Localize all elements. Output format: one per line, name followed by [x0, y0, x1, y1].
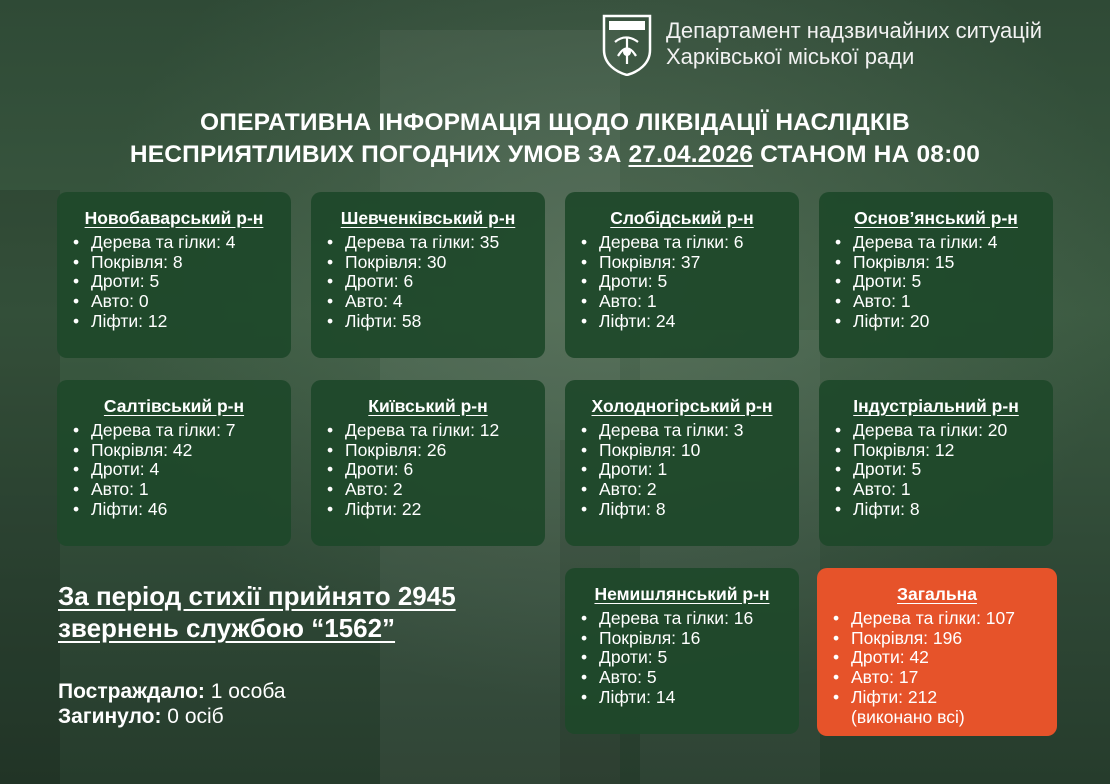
district-name: Шевченківський р-н — [340, 208, 516, 228]
district-card-kyivskyi — [311, 380, 545, 546]
injured-count — [58, 680, 286, 704]
stat-cars: • Авто: 1 — [835, 480, 1053, 500]
stat-trees: • Дерева та гілки: 4 — [835, 233, 1053, 253]
page-title — [0, 107, 1110, 171]
stat-cars: • Авто: 0 — [73, 292, 291, 312]
appeals-summary-line1: За період стихії прийнято 2945 — [58, 581, 456, 611]
report-date: 27.04.2026 — [628, 141, 754, 168]
stat-roofs: • Покрівля: 30 — [327, 253, 545, 273]
district-name: Індустріальний р-н — [853, 396, 1019, 416]
organization-name-line2: Харківської міської ради — [666, 44, 915, 69]
stat-cars: • Авто: 1 — [73, 480, 291, 500]
background-building-left — [0, 190, 60, 784]
stat-wires: • Дроти: 5 — [73, 272, 291, 292]
organization-name-line1: Департамент надзвичайних ситуацій — [666, 18, 1042, 43]
stat-roofs: • Покрівля: 26 — [327, 441, 545, 461]
district-stats — [819, 233, 1053, 332]
stat-wires: • Дроти: 5 — [835, 272, 1053, 292]
stat-trees: • Дерева та гілки: 35 — [327, 233, 545, 253]
stat-cars: • Авто: 1 — [835, 292, 1053, 312]
district-card-kholodnohirskyi — [565, 380, 799, 546]
killed-count — [58, 705, 224, 729]
stat-lifts: • Ліфти: 12 — [73, 312, 291, 332]
stat-cars: • Авто: 17 — [833, 668, 1057, 688]
stat-cars: • Авто: 1 — [581, 292, 799, 312]
total-card — [817, 568, 1057, 736]
stat-wires: • Дроти: 5 — [581, 272, 799, 292]
district-stats — [565, 421, 799, 520]
total-stats — [817, 609, 1057, 708]
stat-trees: • Дерева та гілки: 16 — [581, 609, 799, 629]
stat-trees: • Дерева та гілки: 107 — [833, 609, 1057, 629]
district-name: Основ’янський р-н — [854, 208, 1018, 228]
district-stats — [311, 421, 545, 520]
stat-roofs: • Покрівля: 15 — [835, 253, 1053, 273]
district-stats — [311, 233, 545, 332]
stat-cars: • Авто: 2 — [581, 480, 799, 500]
injured-value: 1 особа — [204, 680, 286, 703]
stat-wires: • Дроти: 1 — [581, 460, 799, 480]
district-card-novobavarskyi — [57, 192, 291, 358]
stat-wires: • Дроти: 4 — [73, 460, 291, 480]
stat-lifts: • Ліфти: 58 — [327, 312, 545, 332]
stat-cars: • Авто: 2 — [327, 480, 545, 500]
stat-roofs: • Покрівля: 10 — [581, 441, 799, 461]
appeals-summary — [58, 580, 456, 644]
stat-roofs: • Покрівля: 196 — [833, 629, 1057, 649]
district-stats — [565, 609, 799, 708]
stat-lifts: • Ліфти: 212 — [833, 688, 1057, 708]
department-emblem-icon — [600, 12, 654, 76]
title-line2-suffix: СТАНОМ НА 08:00 — [753, 141, 981, 168]
stat-wires: • Дроти: 5 — [581, 648, 799, 668]
stat-lifts: • Ліфти: 8 — [581, 500, 799, 520]
killed-value: 0 осіб — [161, 705, 224, 728]
stat-trees: • Дерева та гілки: 3 — [581, 421, 799, 441]
total-name: Загальна — [897, 584, 977, 604]
stat-lifts: • Ліфти: 24 — [581, 312, 799, 332]
killed-label: Загинуло: — [58, 705, 162, 728]
district-name: Київський р-н — [368, 396, 488, 416]
stat-wires: • Дроти: 42 — [833, 648, 1057, 668]
stat-lifts: • Ліфти: 14 — [581, 688, 799, 708]
district-name: Холодногірський р-н — [591, 396, 773, 416]
header — [600, 12, 1042, 76]
total-note: (виконано всі) — [851, 706, 965, 727]
stat-trees: • Дерева та гілки: 4 — [73, 233, 291, 253]
stat-roofs: • Покрівля: 12 — [835, 441, 1053, 461]
stat-roofs: • Покрівля: 16 — [581, 629, 799, 649]
title-line1: ОПЕРАТИВНА ІНФОРМАЦІЯ ЩОДО ЛІКВІДАЦІЇ НАСЛІДКІВ — [200, 109, 910, 136]
injured-label: Постраждало: — [58, 680, 205, 703]
district-name: Слобідський р-н — [610, 208, 754, 228]
stat-roofs: • Покрівля: 42 — [73, 441, 291, 461]
stat-lifts: • Ліфти: 22 — [327, 500, 545, 520]
district-card-slobidskyi — [565, 192, 799, 358]
stat-trees: • Дерева та гілки: 7 — [73, 421, 291, 441]
district-card-nemyshlianskyi — [565, 568, 799, 734]
stat-wires: • Дроти: 6 — [327, 460, 545, 480]
stat-cars: • Авто: 5 — [581, 668, 799, 688]
district-name: Новобаварський р-н — [84, 208, 264, 228]
stat-roofs: • Покрівля: 8 — [73, 253, 291, 273]
stat-trees: • Дерева та гілки: 6 — [581, 233, 799, 253]
stat-lifts: • Ліфти: 20 — [835, 312, 1053, 332]
organization-name — [666, 18, 1042, 70]
appeals-summary-line2: звернень службою “1562” — [58, 613, 396, 643]
district-stats — [57, 421, 291, 520]
district-stats — [819, 421, 1053, 520]
stat-lifts: • Ліфти: 8 — [835, 500, 1053, 520]
district-stats — [565, 233, 799, 332]
district-name: Салтівський р-н — [103, 396, 245, 416]
district-name: Немишлянський р-н — [594, 584, 770, 604]
stat-cars: • Авто: 4 — [327, 292, 545, 312]
district-card-industrialnyi — [819, 380, 1053, 546]
district-card-osnovianskyi — [819, 192, 1053, 358]
stat-roofs: • Покрівля: 37 — [581, 253, 799, 273]
district-card-saltivskyi — [57, 380, 291, 546]
stat-wires: • Дроти: 6 — [327, 272, 545, 292]
stat-lifts: • Ліфти: 46 — [73, 500, 291, 520]
title-line2 — [0, 139, 1110, 171]
title-line2-prefix: НЕСПРИЯТЛИВИХ ПОГОДНИХ УМОВ ЗА — [129, 141, 629, 168]
stat-trees: • Дерева та гілки: 12 — [327, 421, 545, 441]
district-stats — [57, 233, 291, 332]
stat-wires: • Дроти: 5 — [835, 460, 1053, 480]
stat-trees: • Дерева та гілки: 20 — [835, 421, 1053, 441]
district-card-shevchenkivskyi — [311, 192, 545, 358]
